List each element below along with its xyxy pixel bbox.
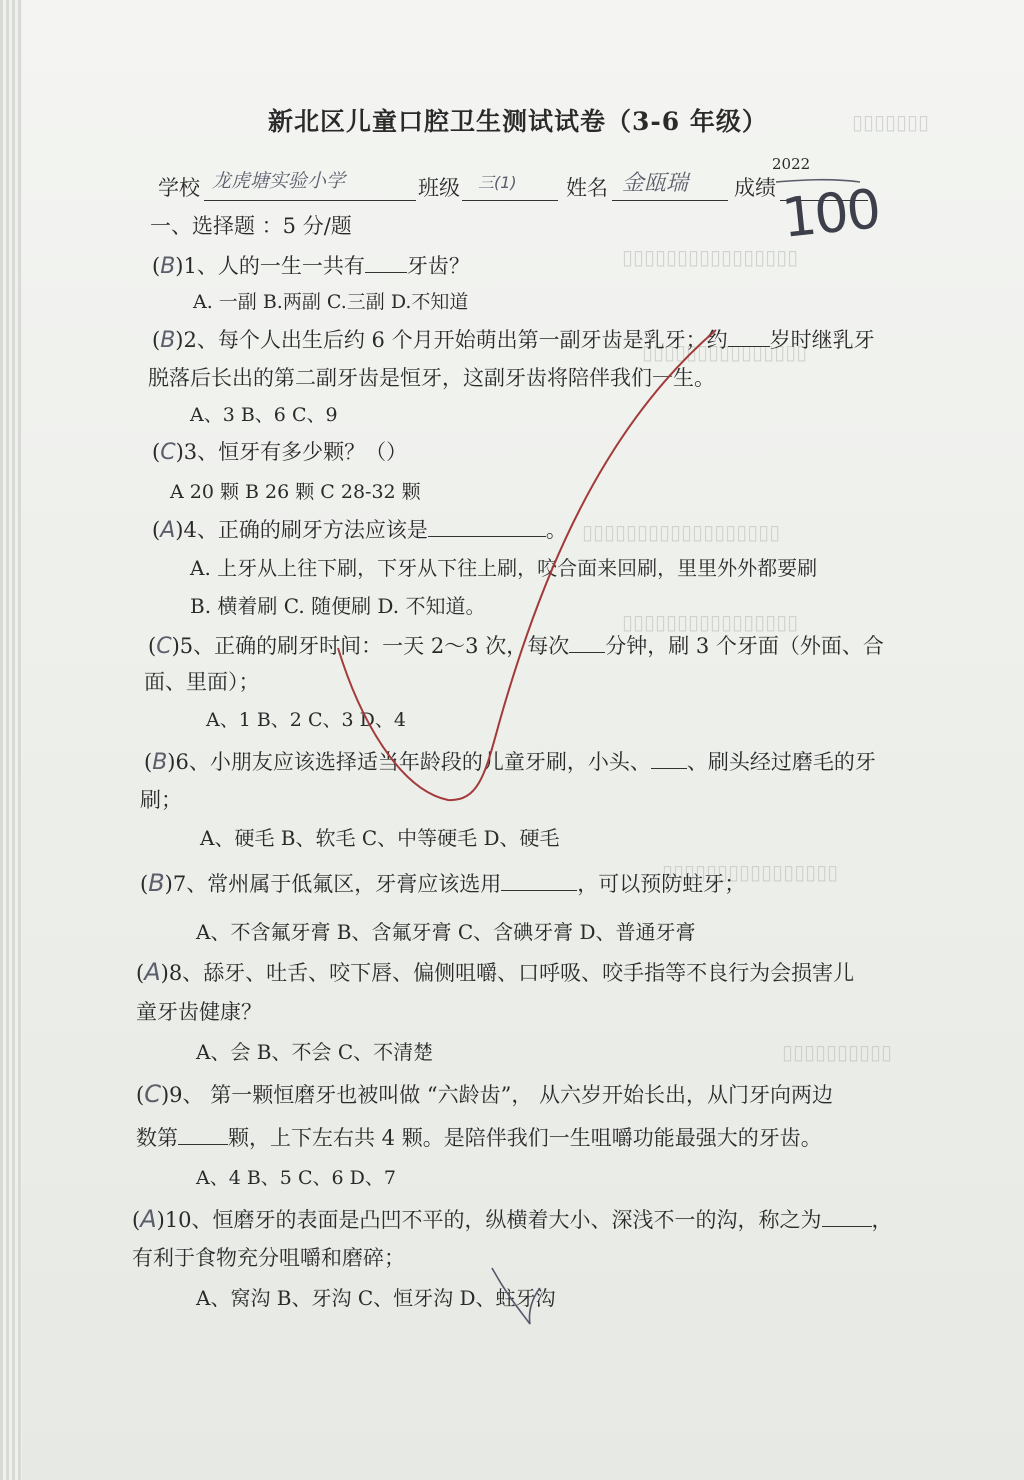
answer-5: C — [156, 634, 172, 659]
question-1: (B)1、人的一生一共有 牙齿？ — [152, 254, 470, 279]
options-5: A、1 B、2 C、3 D、4 — [206, 709, 406, 731]
options-2: A、3 B、6 C、9 — [190, 404, 338, 426]
answer-3: C — [160, 440, 176, 465]
options-8: A、会 B、不会 C、不清楚 — [196, 1040, 434, 1064]
question-9-line-2: 数第 颗，上下左右共 4 颗。是陪伴我们一生咀嚼功能最强大的牙齿。 — [136, 1126, 822, 1150]
class-value: 三(1) — [478, 173, 517, 192]
question-7: (B)7、常州属于低氟区，牙膏应该选用 ，可以预防蛀牙； — [140, 869, 746, 897]
options-4: B. 横着刷 C. 随便刷 D. 不知道。 — [190, 594, 486, 618]
exam-title: 新北区儿童口腔卫生测试试卷（3-6 年级） — [268, 107, 768, 136]
question-8: (A)8、舔牙、吐舌、咬下唇、偏侧咀嚼、口呼吸、咬手指等不良行为会损害儿 — [136, 958, 855, 986]
answer-2: B — [160, 328, 176, 353]
bleed-through: ▯▯▯▯▯▯▯ — [852, 110, 930, 134]
score-value: 100 — [778, 177, 883, 250]
school-label: 学校 — [158, 176, 200, 200]
options-10: A、窝沟 B、牙沟 C、恒牙沟 D、蛀牙沟 — [196, 1286, 556, 1310]
answer-1: B — [160, 254, 176, 279]
name-label: 姓名 — [566, 176, 608, 200]
question-5: (C)5、正确的刷牙时间：一天 2～3 次，每次 分钟，刷 3 个牙面（外面、合 — [148, 634, 884, 659]
options-7: A、不含氟牙膏 B、含氟牙膏 C、含碘牙膏 D、普通牙膏 — [196, 920, 696, 944]
red-checkmark — [338, 330, 716, 800]
answer-10: A — [140, 1205, 157, 1233]
question-2-line-2: 脱落后长出的第二副牙齿是恒牙，这副牙齿将陪伴我们一生。 — [148, 366, 715, 390]
section-heading: 一、选择题 ：5 分/题 — [150, 214, 352, 238]
question-6: (B)6、小朋友应该选择适当年龄段的儿童牙刷，小头、 、刷头经过磨毛的牙 — [144, 750, 876, 775]
score-flourish — [776, 180, 860, 182]
bleed-through: ▯▯▯▯▯▯▯▯▯▯▯▯▯▯▯ — [642, 340, 808, 364]
answer-6: B — [152, 750, 168, 775]
bleed-through: ▯▯▯▯▯▯▯▯▯▯▯▯▯▯▯▯ — [622, 610, 799, 634]
bleed-through: ▯▯▯▯▯▯▯▯▯▯ — [782, 1040, 893, 1064]
name-value: 金瓯瑞 — [622, 171, 689, 196]
question-6-line-2: 刷； — [140, 788, 182, 812]
options-1: A. 一副 B.两副 C.三副 D.不知道 — [193, 291, 469, 313]
small-checkmark — [492, 1268, 540, 1324]
question-10-line-2: 有利于食物充分咀嚼和磨碎； — [132, 1246, 405, 1270]
answer-8: A — [144, 958, 161, 986]
bleed-through: ▯▯▯▯▯▯▯▯▯▯▯▯▯▯▯▯▯▯ — [582, 520, 781, 544]
options-3: A 20 颗 B 26 颗 C 28-32 颗 — [170, 481, 421, 503]
score-label: 成绩 — [734, 176, 776, 200]
bleed-through: ▯▯▯▯▯▯▯▯▯▯▯▯▯▯▯▯ — [622, 245, 799, 269]
options-6: A、硬毛 B、软毛 C、中等硬毛 D、硬毛 — [200, 826, 560, 850]
question-4: (A)4、正确的刷牙方法应该是 。 — [152, 518, 567, 543]
question-4-option-a: A. 上牙从上往下刷，下牙从下往上刷，咬合面来回刷，里里外外都要刷 — [190, 556, 818, 580]
school-value: 龙虎塘实验小学 — [212, 170, 346, 192]
question-10: (A)10、恒磨牙的表面是凸凹不平的，纵横着大小、深浅不一的沟，称之为 ， — [132, 1205, 893, 1233]
question-3: (C)3、恒牙有多少颗？（） — [152, 440, 408, 465]
question-8-line-2: 童牙齿健康？ — [136, 1000, 262, 1024]
options-9: A、4 B、5 C、6 D、7 — [196, 1167, 396, 1189]
class-label: 班级 — [418, 176, 460, 200]
bleed-through: ▯▯▯▯▯▯▯▯▯▯▯▯▯▯▯▯ — [662, 860, 839, 884]
question-2: (B)2、每个人出生后约 6 个月开始萌出第一副牙齿是乳牙；约 岁时继乳牙 — [152, 328, 875, 353]
answer-9: C — [144, 1080, 161, 1108]
question-9: (C)9、 第一颗恒磨牙也被叫做 “六龄齿”， 从六岁开始长出，从门牙向两边 — [136, 1080, 834, 1108]
question-5-line-2: 面、里面）； — [144, 670, 260, 694]
year-handwritten: 2022 — [772, 155, 811, 173]
answer-4: A — [160, 518, 176, 543]
answer-7: B — [148, 869, 165, 897]
